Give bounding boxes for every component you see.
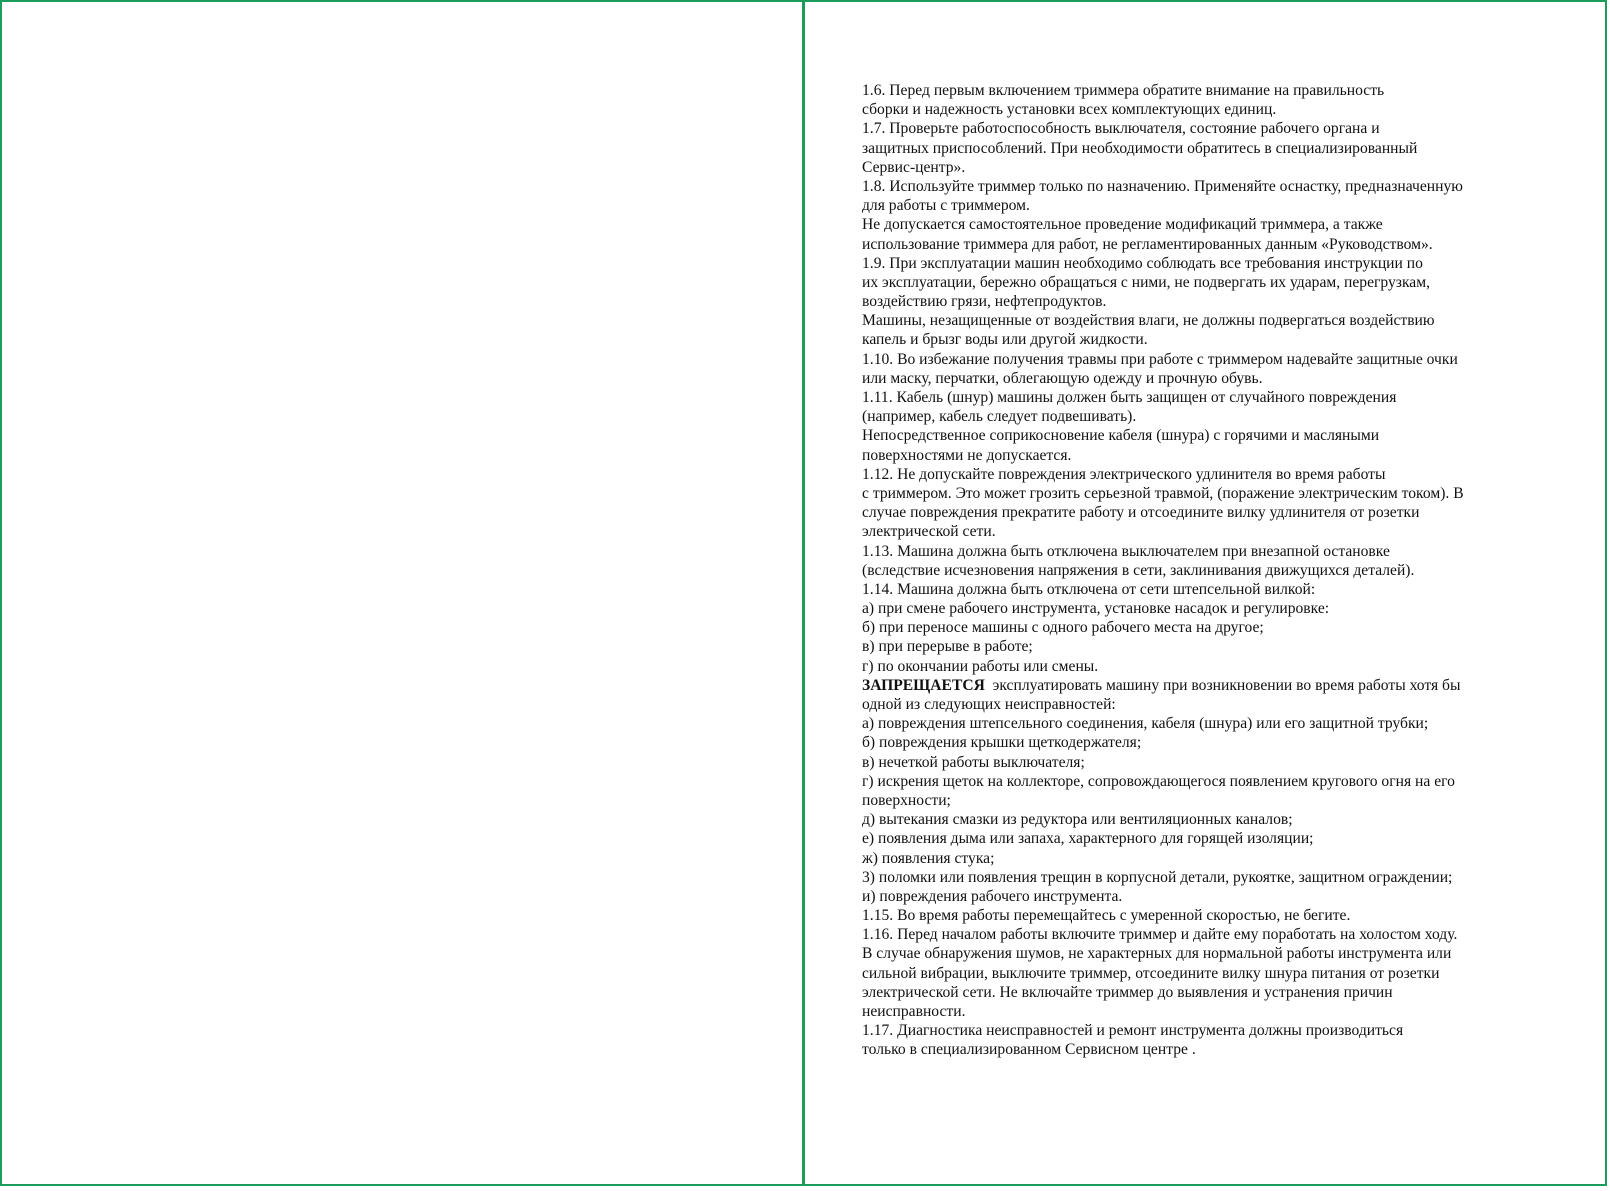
text-line: 3) поломки или появления трещин в корпусной детали, рукоятке, защитном ограждении;: [862, 868, 1453, 886]
text-line: 1.14. Машина должна быть отключена от сети штепсельной вилкой:: [862, 580, 1316, 598]
text-line: 1.15. Во время работы перемещайтесь с умеренной скоростью, не бегите.: [862, 907, 1351, 925]
text-line: е) появления дыма или запаха, характерного для горящей изоляции;: [862, 830, 1314, 848]
text-line: неисправности.: [862, 1003, 966, 1020]
text-line: Не допускается самостоятельное проведение модификаций триммера, а также: [862, 216, 1383, 234]
text-line: 1.7. Проверьте работоспособность выключателя, состояние рабочего органа и: [862, 120, 1380, 138]
text-line: Машины, незащищенные от воздействия влаги, не должны подвергаться воздействию: [862, 312, 1435, 330]
text-line: капель и брызг воды или другой жидкости.: [862, 331, 1148, 349]
text-line: (вследствие исчезновения напряжения в сети, заклинивания движущихся деталей).: [862, 561, 1415, 579]
text-line: ж) появления стука;: [862, 849, 995, 867]
text-line: 1.8. Используйте триммер только по назначению. Применяйте оснастку, предназначенную: [862, 177, 1463, 195]
text-line: 1.13. Машина должна быть отключена выключателем при внезапной остановке: [862, 542, 1390, 560]
text-line: сборки и надежность установки всех комплектующих единиц.: [862, 101, 1277, 119]
text-line: поверхностями не допускается.: [862, 446, 1072, 464]
text-line: 1.17. Диагностика неисправностей и ремонт инструмента должны производиться: [862, 1022, 1404, 1040]
text-line: использование триммера для работ, не регламентированных данным «Руководством».: [862, 235, 1433, 253]
text-line: а) повреждения штепсельного соединения, кабеля (шнура) или его защитной трубки;: [862, 715, 1429, 733]
text-line: б) при переносе машины с одного рабочего места на другое;: [862, 619, 1264, 637]
text-line: для работы с триммером.: [862, 197, 1030, 215]
text-line: воздействию грязи, нефтепродуктов.: [862, 293, 1107, 311]
text-line: их эксплуатации, бережно обращаться с ними, не подвергать их ударам, перегрузкам,: [862, 273, 1430, 291]
text-line: г) по окончании работы или смены.: [862, 657, 1099, 675]
text-line: защитных приспособлений. При необходимости обратитесь в специализированный: [862, 139, 1418, 157]
warning-text: эксплуатировать машину при возникновении во время работы хотя бы: [984, 676, 1461, 694]
text-line: г) искрения щеток на коллекторе, сопровождающегося появлением кругового огня на его: [862, 772, 1455, 790]
left-page: [0, 0, 804, 1186]
text-line: Непосредственное соприкосновение кабеля (шнура) с горячими и масляными: [862, 427, 1380, 445]
text-line: В случае обнаружения шумов, не характерных для нормальной работы инструмента или: [862, 945, 1452, 963]
text-line: одной из следующих неисправностей:: [862, 696, 1116, 713]
text-line: а) при смене рабочего инструмента, установке насадок и регулировке:: [862, 600, 1330, 618]
text-line: электрической сети. Не включайте триммер до выявления и устранения причин: [862, 983, 1393, 1001]
text-line: в) при перерыве в работе;: [862, 638, 1033, 656]
text-line: 1.10. Во избежание получения травмы при работе с триммером надевайте защитные очки: [862, 350, 1458, 368]
text-line: только в специализированном Сервисном центре .: [862, 1041, 1196, 1059]
text-line: д) вытекания смазки из редуктора или вентиляционных каналов;: [862, 811, 1293, 829]
text-line: Сервис-центр».: [862, 158, 966, 176]
right-page: [803, 0, 1607, 1186]
text-line: поверхности;: [862, 791, 951, 809]
warning-keyword: ЗАПРЕЩАЕТСЯ: [862, 676, 985, 694]
text-line: 1.12. Не допускайте повреждения электрического удлинителя во время работы: [862, 465, 1386, 483]
instruction-text: [862, 81, 1562, 1060]
text-line: или маску, перчатки, облегающую одежду и прочную обувь.: [862, 369, 1263, 387]
text-line: 1.11. Кабель (шнур) машины должен быть защищен от случайного повреждения: [862, 389, 1397, 406]
text-line: (например, кабель следует подвешивать).: [862, 408, 1137, 426]
text-line: 1.16. Перед началом работы включите триммер и дайте ему поработать на холостом ходу.: [862, 926, 1458, 944]
text-line: с триммером. Это может грозить серьезной травмой, (поражение электрическим током). В: [862, 484, 1464, 502]
text-line: и) повреждения рабочего инструмента.: [862, 887, 1123, 905]
text-line: в) нечеткой работы выключателя;: [862, 753, 1085, 771]
text-line: случае повреждения прекратите работу и отсоедините вилку удлинителя от розетки: [862, 504, 1420, 522]
text-line: сильной вибрации, выключите триммер, отсоедините вилку шнура питания от розетки: [862, 964, 1440, 982]
text-line: б) повреждения крышки щеткодержателя;: [862, 734, 1142, 752]
text-line: электрической сети.: [862, 523, 996, 541]
warning-line: [862, 676, 1562, 695]
text-line: 1.6. Перед первым включением триммера обратите внимание на правильность: [862, 82, 1385, 99]
text-line: 1.9. При эксплуатации машин необходимо соблюдать все требования инструкции по: [862, 254, 1423, 272]
